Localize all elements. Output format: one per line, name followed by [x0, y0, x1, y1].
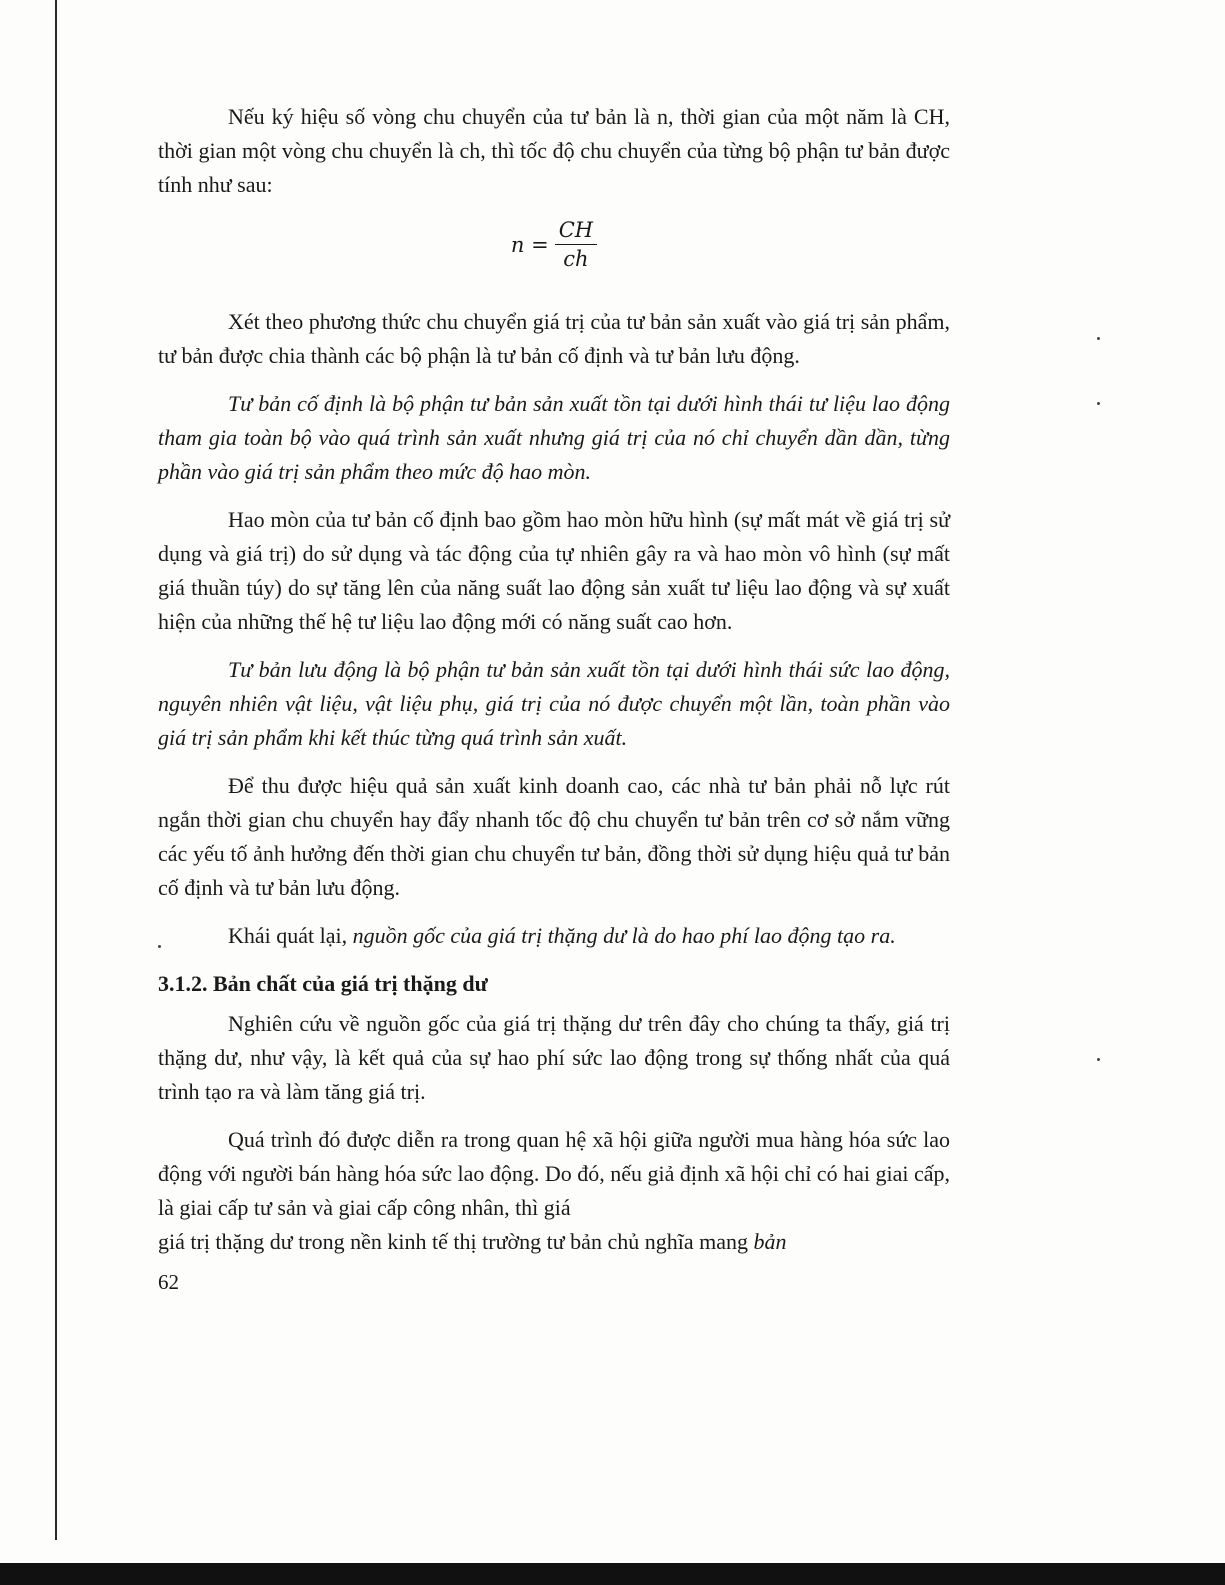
paragraph-circulating-capital-definition: Tư bản lưu động là bộ phận tư bản sản xuất tồn tại dưới hình thái sức lao động, nguyên nhiên vật liệu, vật liệu phụ, giá trị của nó được chuyển một lần, toàn phần vào giá trị sản phẩm khi kết thúc từng quá trình sản xuất.	[158, 657, 950, 750]
social-relation-continuation: giá trị thặng dư trong nền kinh tế thị trường tư bản chủ nghĩa mang	[158, 1229, 754, 1254]
paragraph-social-relation	[158, 1123, 950, 1259]
scan-speck	[1097, 1058, 1100, 1061]
social-relation-italic-word: bản	[753, 1229, 787, 1254]
turnover-formula	[158, 216, 950, 273]
social-relation-text: Quá trình đó được diễn ra trong quan hệ xã hội giữa người mua hàng hóa sức lao động với người bán hàng hóa sức lao động. Do đó, nếu giả định xã hội chỉ có hai giai cấp, là giai cấp tư sản và giai cấp công nhân, thì giá	[158, 1127, 950, 1220]
section-heading: 3.1.2. Bản chất của giá trị thặng dư	[158, 971, 488, 996]
scan-speck	[1097, 402, 1100, 405]
page-body	[158, 100, 950, 1259]
paragraph-turnover-notation: Nếu ký hiệu số vòng chu chuyển của tư bản là n, thời gian của một năm là CH, thời gian một vòng chu chuyển là ch, thì tốc độ chu chuyển của từng bộ phận tư bản được tính như sau:	[158, 104, 950, 197]
paragraph-summary	[158, 919, 950, 953]
formula-lhs: n =	[510, 232, 549, 257]
paragraph-capital-classification: Xét theo phương thức chu chuyển giá trị của tư bản sản xuất vào giá trị sản phẩm, tư bản được chia thành các bộ phận là tư bản cố định và tư bản lưu động.	[158, 309, 950, 368]
summary-lead: Khái quát lại,	[228, 923, 353, 948]
paragraph-nature-intro: Nghiên cứu về nguồn gốc của giá trị thặng dư trên đây cho chúng ta thấy, giá trị thặng dư, như vậy, là kết quả của sự hao phí sức lao động trong sự thống nhất của quá trình tạo ra và làm tăng giá trị.	[158, 1011, 950, 1104]
page-number: 62	[158, 1270, 179, 1294]
formula-denominator: ch	[563, 247, 589, 271]
formula-fraction	[555, 216, 597, 273]
scan-speck	[1097, 337, 1100, 340]
scan-bottom-edge	[0, 1563, 1225, 1585]
paragraph-efficiency: Để thu được hiệu quả sản xuất kinh doanh cao, các nhà tư bản phải nỗ lực rút ngắn thời gian chu chuyển hay đẩy nhanh tốc độ chu chuyển tư bản trên cơ sở nắm vững các yếu tố ảnh hưởng đến thời gian chu chuyển tư bản, đồng thời sử dụng hiệu quả tư bản cố định và tư bản lưu động.	[158, 773, 950, 900]
paragraph-depreciation: Hao mòn của tư bản cố định bao gồm hao mòn hữu hình (sự mất mát về giá trị sử dụng và giá trị) do sử dụng và tác động của tự nhiên gây ra và hao mòn vô hình (sự mất giá thuần túy) do sự tăng lên của năng suất lao động sản xuất tư liệu lao động và sự xuất hiện của những thế hệ tư liệu lao động mới có năng suất cao hơn.	[158, 507, 950, 634]
summary-italic: nguồn gốc của giá trị thặng dư là do hao phí lao động tạo ra.	[352, 923, 896, 948]
formula-numerator: CH	[555, 216, 597, 245]
paragraph-fixed-capital-definition: Tư bản cố định là bộ phận tư bản sản xuất tồn tại dưới hình thái tư liệu lao động tham gia toàn bộ vào quá trình sản xuất nhưng giá trị của nó chỉ chuyển dần dần, từng phần vào giá trị sản phẩm theo mức độ hao mòn.	[158, 391, 950, 484]
scan-speck	[158, 945, 161, 948]
scan-left-edge	[55, 0, 57, 1540]
